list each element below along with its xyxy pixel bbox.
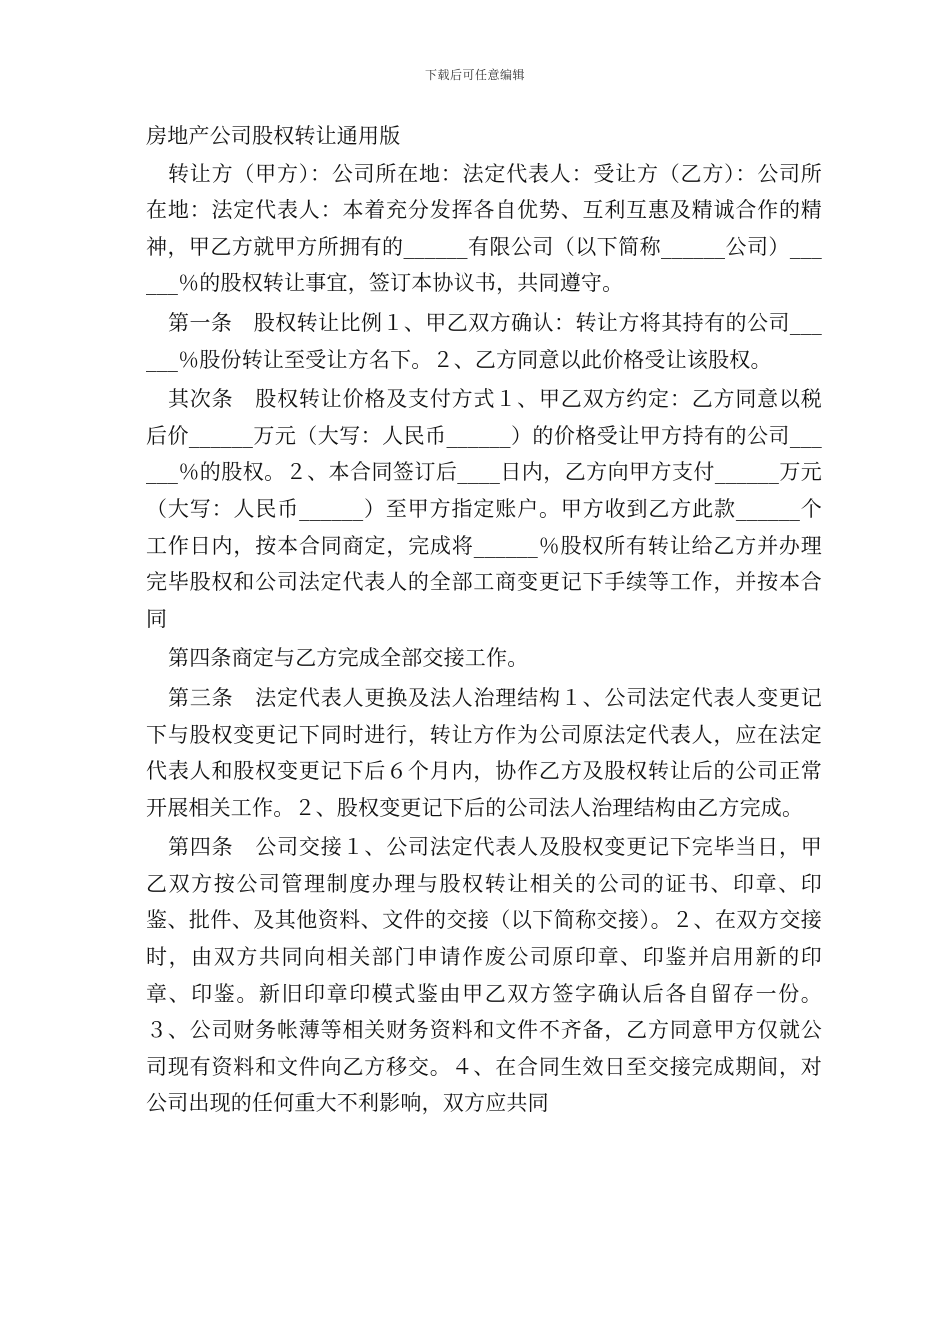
document-title: 房地产公司股权转让通用版 xyxy=(146,124,401,148)
paragraph-article-4: 第四条 公司交接１、公司法定代表人及股权变更记下完毕当日，甲乙双方按公司管理制度办理与股权转让相关的公司的证书、印章、印鉴、批件、及其他资料、文件的交接（以下简称交接）。２、在双方交接时，由双方共同向相关部门申请作废公司原印章、印鉴并启用新的印章、印鉴。新旧印章印模式鉴由甲乙双方签字确认后各自留存一份。３、公司财务帐薄等相关财务资料和文件不齐备，乙方同意甲方仅就公司现有资料和文件向乙方移交。４、在合同生效日至交接完成期间，对公司出现的任何重大不利影响，双方应共同 xyxy=(146,835,822,1116)
paragraph-article-2: 其次条 股权转让价格及支付方式１、甲乙双方约定：乙方同意以税后价______万元（大写：人民币______）的价格受让甲方持有的公司______％的股权。２、本合同签订后____日内，乙方向甲方支付______万元（大写：人民币______）至甲方指定账户。甲方收到乙方此款______个工作日内，按本合同商定，完成将______％股权所有转让给乙方并办理完毕股权和公司法定代表人的全部工商变更记下手续等工作，并按本合同 xyxy=(146,387,822,631)
paragraph-article-3: 第三条 法定代表人更换及法人治理结构１、公司法定代表人变更记下与股权变更记下同时进行，转让方作为公司原法定代表人，应在法定代表人和股权变更记下后６个月内，协作乙方及股权转让后的公司正常开展相关工作。２、股权变更记下后的公司法人治理结构由乙方完成。 xyxy=(146,685,822,820)
document-body xyxy=(146,118,822,1125)
paragraph-article-2-continued: 第四条商定与乙方完成全部交接工作。 xyxy=(168,646,529,671)
header-note: 下载后可任意编辑 xyxy=(424,68,525,82)
paragraph-article-1: 第一条 股权转让比例１、甲乙双方确认：转让方将其持有的公司______％股份转让至受让方名下。２、乙方同意以此价格受让该股权。 xyxy=(146,310,822,372)
paragraph-preamble: 转让方（甲方）：公司所在地：法定代表人：受让方（乙方）：公司所在地：法定代表人：本着充分发挥各自优势、互利互惠及精诚合作的精神，甲乙方就甲方所拥有的______有限公司（以下简称______公司）______％的股权转让事宜，签订本协议书，共同遵守。 xyxy=(146,161,822,296)
